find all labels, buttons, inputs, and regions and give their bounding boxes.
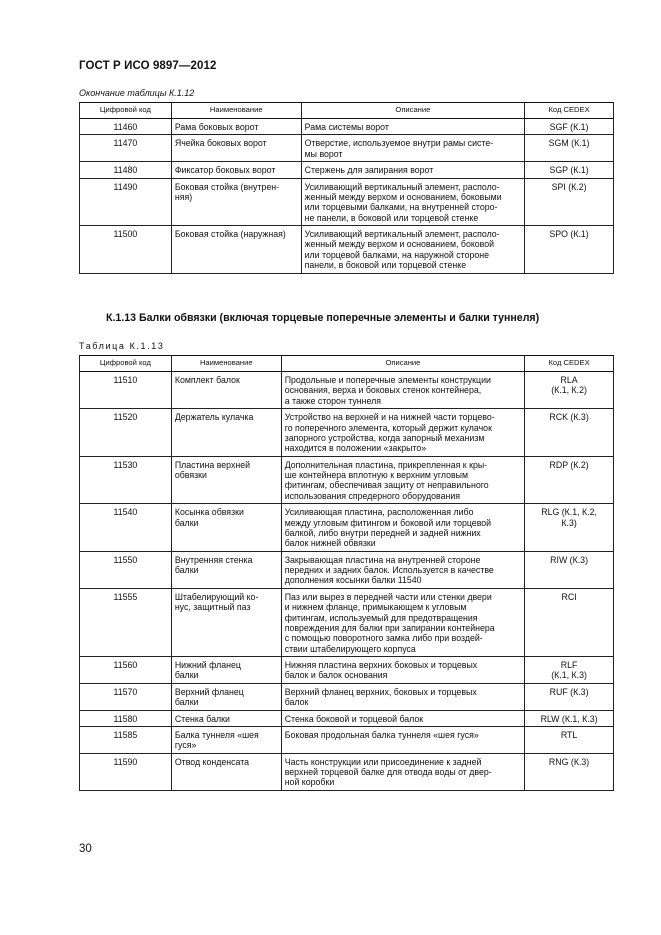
cell-cedex: SGF (К.1) — [525, 119, 614, 135]
cell-description: Нижняя пластина верхних боковых и торцевых балок и балок основания — [281, 657, 524, 684]
cell-description: Рама системы ворот — [301, 119, 525, 135]
cell-description: Продольные и поперечные элементы конструкции основания, верха и боковых стенок контейнера, а также сторон туннеля — [281, 372, 524, 409]
cell-description: Стенка боковой и торцевой балок — [281, 710, 524, 726]
section-title-k-1-13: К.1.13 Балки обвязки (включая торцевые поперечные элементы и балки туннеля) — [106, 312, 540, 324]
cell-code: 11555 — [80, 588, 172, 656]
cell-description: Боковая продольная балка туннеля «шея гуся» — [281, 726, 524, 753]
cell-description: Паз или вырез в передней части или стенки двери и нижнем фланце, примыкающем к угловым фитингам, используемый для предотвращения повреждения для балки при запирании контейнера с помощью поворотного замка либо при воздей- ствии штабелирующего корпуса — [281, 588, 524, 656]
cell-description: Устройство на верхней и на нижней части торцево- го поперечного элемента, который держит кулачок запорного устройства, когда запорный механизм находится в положении «закрыто» — [281, 409, 524, 457]
cell-description: Усиливающая пластина, расположенная либо между угловым фитингом и боковой или торцевой балкой, либо внутри передней и задней нижних балок нижней обвязки — [281, 504, 524, 552]
table-row — [80, 372, 614, 409]
cell-cedex: RCK (К.3) — [525, 409, 614, 457]
cell-description: Усиливающий вертикальный элемент, располо- женный между верхом и основанием, боковой или торцевой балками, на наружной стороне панели, в боковой или торцевой стенке — [301, 226, 525, 274]
cell-code: 11500 — [80, 226, 172, 274]
cell-code: 11530 — [80, 456, 172, 504]
cell-description: Усиливающий вертикальный элемент, располо- женный между верхом и основанием, боковыми или торцевыми балками, на внутренней сторо- не панели, в боковой или торцевой стенке — [301, 178, 525, 226]
table-row — [80, 162, 614, 178]
cell-code: 11460 — [80, 119, 172, 135]
table-row — [80, 409, 614, 457]
cell-code: 11570 — [80, 683, 172, 710]
cell-name: Верхний фланец балки — [171, 683, 281, 710]
cell-code: 11490 — [80, 178, 172, 226]
col-header-cedex: Код CEDEX — [525, 103, 614, 119]
cell-description: Дополнительная пластина, прикрепленная к кры- ше контейнера вплотную к верхним угловым фитингам, обеспечивая защиту от неправильного использования спредерного оборудования — [281, 456, 524, 504]
cell-cedex: RIW (К.3) — [525, 551, 614, 588]
cell-name: Стенка балки — [171, 710, 281, 726]
table-row — [80, 504, 614, 552]
cell-cedex: RLF (К.1, К.3) — [525, 657, 614, 684]
cell-code: 11580 — [80, 710, 172, 726]
table-row — [80, 683, 614, 710]
cell-name: Боковая стойка (наружная) — [171, 226, 301, 274]
cell-cedex: SPO (К.1) — [525, 226, 614, 274]
cell-cedex: RUF (К.3) — [525, 683, 614, 710]
cell-cedex: RLA (К.1, К.2) — [525, 372, 614, 409]
table-row — [80, 119, 614, 135]
cell-cedex: RCI — [525, 588, 614, 656]
cell-cedex: RNG (К.3) — [525, 753, 614, 790]
cell-name: Фиксатор боковых ворот — [171, 162, 301, 178]
col-header-code: Цифровой код — [80, 103, 172, 119]
cell-description: Отверстие, используемое внутри рамы систе- мы ворот — [301, 135, 525, 162]
cell-name: Рама боковых ворот — [171, 119, 301, 135]
cell-description: Часть конструкции или присоединение к задней верхней торцевой балке для отвода воды от двер- ной коробки — [281, 753, 524, 790]
col-header-name: Наименование — [171, 103, 301, 119]
table-row — [80, 551, 614, 588]
cell-description: Верхний фланец верхних, боковых и торцевых балок — [281, 683, 524, 710]
col-header-code: Цифровой код — [80, 356, 172, 372]
col-header-description: Описание — [301, 103, 525, 119]
cell-cedex: RDP (К.2) — [525, 456, 614, 504]
cell-code: 11560 — [80, 657, 172, 684]
cell-name: Пластина верхней обвязки — [171, 456, 281, 504]
cell-code: 11585 — [80, 726, 172, 753]
cell-name: Отвод конденсата — [171, 753, 281, 790]
cell-cedex: SGP (К.1) — [525, 162, 614, 178]
cell-name: Косынка обвязки балки — [171, 504, 281, 552]
col-header-name: Наименование — [171, 356, 281, 372]
cell-name: Боковая стойка (внутрен- няя) — [171, 178, 301, 226]
cell-name: Ячейка боковых ворот — [171, 135, 301, 162]
cell-name: Балка туннеля «шея гуся» — [171, 726, 281, 753]
cell-code: 11510 — [80, 372, 172, 409]
document-header: ГОСТ Р ИСО 9897—2012 — [79, 60, 217, 72]
cell-code: 11590 — [80, 753, 172, 790]
cell-code: 11550 — [80, 551, 172, 588]
table1-caption: Окончание таблицы К.1.12 — [79, 88, 195, 98]
table-row — [80, 753, 614, 790]
cell-cedex: SGM (К.1) — [525, 135, 614, 162]
table-row — [80, 456, 614, 504]
cell-code: 11520 — [80, 409, 172, 457]
cell-cedex: RTL — [525, 726, 614, 753]
cell-name: Внутренняя стенка балки — [171, 551, 281, 588]
col-header-cedex: Код CEDEX — [525, 356, 614, 372]
cell-code: 11480 — [80, 162, 172, 178]
table-k-1-12-end — [79, 102, 614, 274]
cell-name: Нижний фланец балки — [171, 657, 281, 684]
table2-caption: Таблица К.1.13 — [79, 341, 165, 351]
cell-cedex: RLW (К.1, К.3) — [525, 710, 614, 726]
table-row — [80, 226, 614, 274]
table-row — [80, 710, 614, 726]
table-row — [80, 178, 614, 226]
page-number: 30 — [79, 843, 92, 855]
cell-cedex: RLG (К.1, К.2, К.3) — [525, 504, 614, 552]
cell-name: Держатель кулачка — [171, 409, 281, 457]
table-row — [80, 726, 614, 753]
table-row — [80, 657, 614, 684]
cell-name: Штабелирующий ко- нус, защитный паз — [171, 588, 281, 656]
cell-description: Закрывающая пластина на внутренней стороне передних и задних балок. Используется в качестве дополнения косынки балки 11540 — [281, 551, 524, 588]
table-row — [80, 135, 614, 162]
cell-cedex: SPI (К.2) — [525, 178, 614, 226]
cell-code: 11540 — [80, 504, 172, 552]
cell-description: Стержень для запирания ворот — [301, 162, 525, 178]
cell-code: 11470 — [80, 135, 172, 162]
cell-name: Комплект балок — [171, 372, 281, 409]
table-row — [80, 588, 614, 656]
col-header-description: Описание — [281, 356, 524, 372]
table-k-1-13 — [79, 355, 614, 791]
